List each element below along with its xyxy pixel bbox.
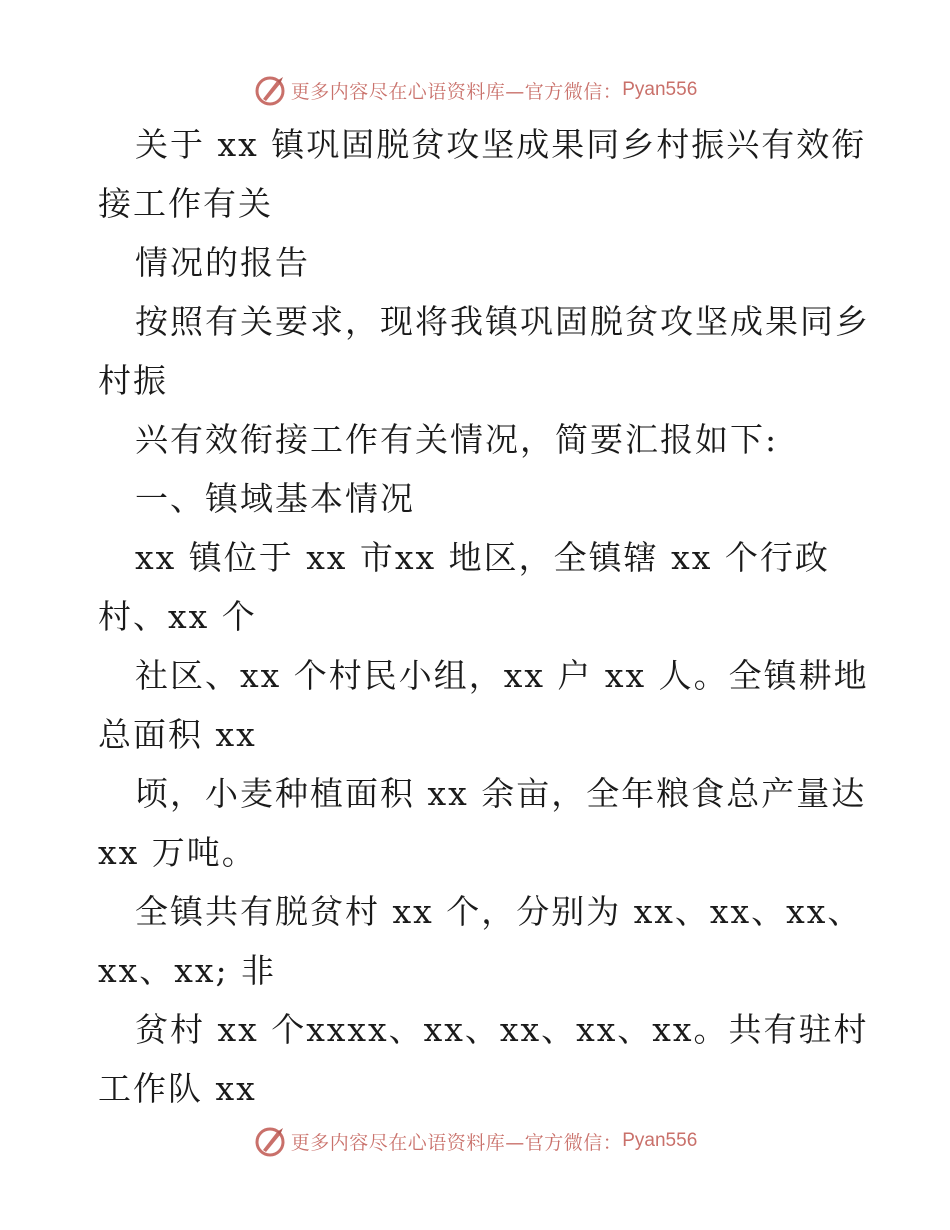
body-line: 村振 xyxy=(98,361,168,400)
header-watermark xyxy=(0,70,950,110)
quill-logo-icon xyxy=(253,1124,287,1158)
watermark-text: 更多内容尽在心语资料库—官方微信： xyxy=(290,80,623,103)
body-line: 村、xx 个 xyxy=(98,597,257,636)
body-line: 总面积 xx xyxy=(98,715,257,754)
body-line: 社区、xx 个村民小组，xx 户 xx 人。全镇耕地 xyxy=(135,656,869,695)
quill-logo-icon xyxy=(253,73,287,107)
watermark-wechat-id: Pyan556 xyxy=(622,79,698,100)
watermark-wechat-id: Pyan556 xyxy=(622,1130,698,1151)
body-line: xx 镇位于 xx 市xx 地区，全镇辖 xx 个行政 xyxy=(135,538,830,577)
body-line: xx 万吨。 xyxy=(98,833,257,872)
body-line: 按照有关要求，现将我镇巩固脱贫攻坚成果同乡 xyxy=(135,302,870,341)
watermark-text: 更多内容尽在心语资料库—官方微信： xyxy=(290,1131,623,1154)
section-heading: 一、镇域基本情况 xyxy=(135,479,415,518)
body-line: 工作队 xx xyxy=(98,1069,257,1108)
body-line: xx、xx; 非 xyxy=(98,951,277,990)
body-line: 关于 xx 镇巩固脱贫攻坚成果同乡村振兴有效衔 xyxy=(135,125,867,164)
footer-watermark xyxy=(0,1121,950,1161)
body-line: 全镇共有脱贫村 xx 个，分别为 xx、xx、xx、 xyxy=(135,892,863,931)
body-line: 兴有效衔接工作有关情况，简要汇报如下: xyxy=(135,420,779,459)
body-line: 情况的报告 xyxy=(135,243,310,282)
body-line: 顷，小麦种植面积 xx 余亩，全年粮食总产量达 xyxy=(135,774,867,813)
body-line: 贫村 xx 个xxxx、xx、xx、xx、xx。共有驻村 xyxy=(135,1010,869,1049)
body-line: 接工作有关 xyxy=(98,184,273,223)
